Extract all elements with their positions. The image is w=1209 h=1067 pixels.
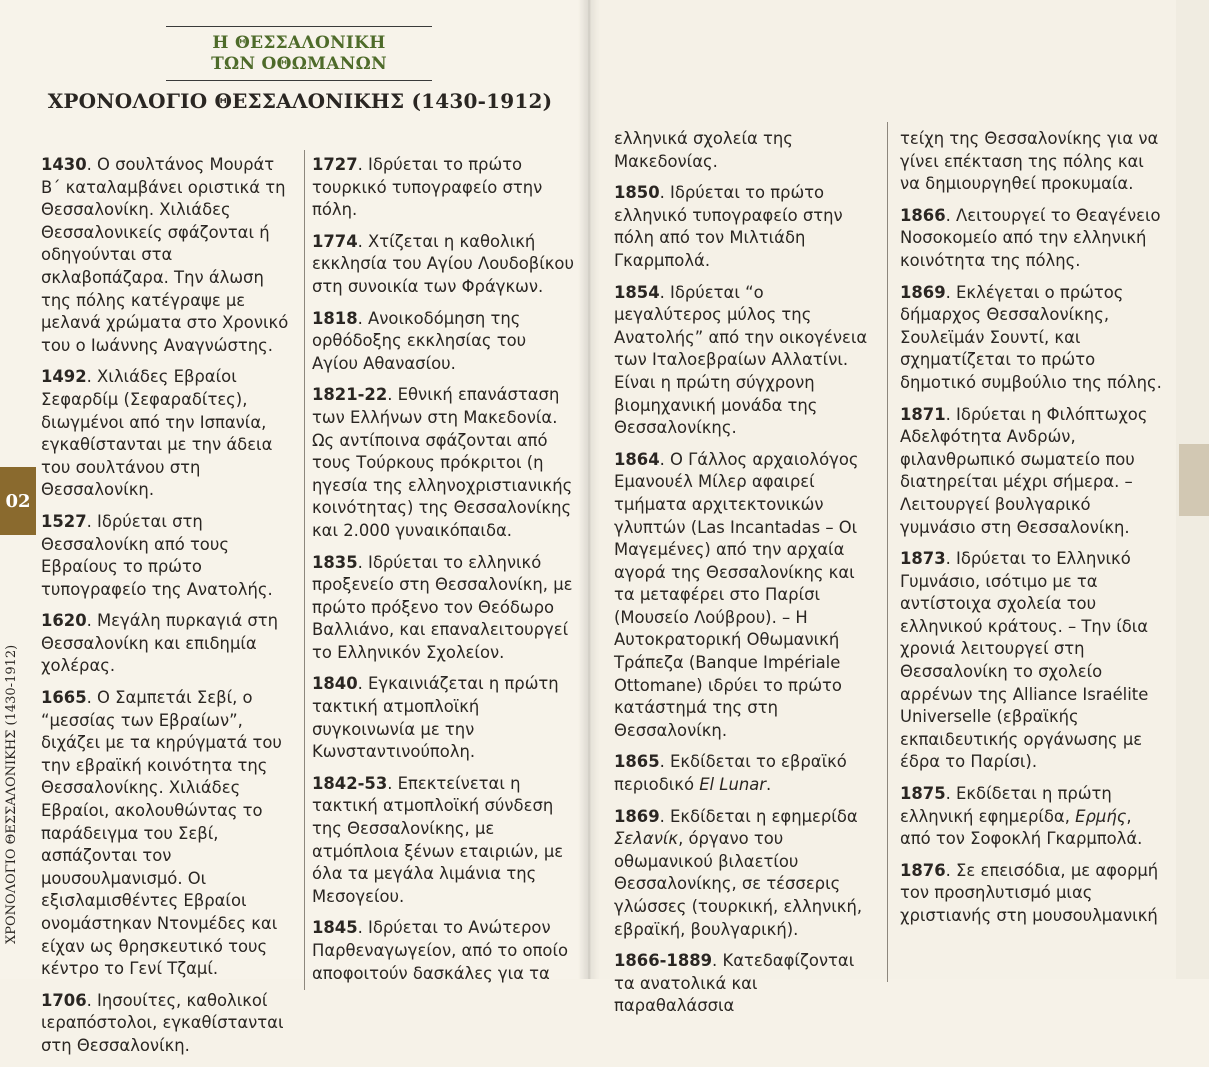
bleed-through-text (612, 0, 882, 118)
series-title-line1: Η ΘΕΣΣΑΛΟΝΙΚΗ (212, 33, 386, 53)
chronology-entry (614, 950, 874, 1018)
entry-text: . Κατεδαφίζονται τα ανατολικά και παραθαλάσσια (614, 951, 855, 1016)
entry-text: . Ο Σαμπετάι Σεβί, ο “μεσσίας των Εβραίων”, διχάζει με τα κηρύγματά του την εβραϊκή κοινότητα της Θεσσαλονίκης. Χιλιάδες Εβραίοι, ακολουθώντας το παράδειγμα του Σεβί, ασπάζονται τον μουσουλμανισμό. Οι εξισλαμισθέντες Εβραίοι ονομάστηκαν Ντονμέδες και είχαν ως θρησκευτικό τους κέντρο το Γενί Τζαμί. (41, 688, 282, 979)
chronology-entry (614, 751, 874, 796)
entry-year: 1873 (900, 549, 946, 569)
side-running-title: ΧΡΟΝΟΛΟΓΙΟ ΘΕΣΣΑΛΟΝΙΚΗΣ (1430-1912) (4, 644, 19, 944)
entry-text: τείχη της Θεσσαλονίκης για να γίνει επέκταση της πόλης και να δημιουργηθεί προκυμαία. (900, 129, 1159, 194)
entry-text: . Ιδρύεται το Ανώτερον Παρθεναγωγείον, από το οποίο αποφοιτούν δασκάλες για τα (312, 918, 569, 983)
chronology-entry (312, 773, 574, 909)
chronology-entry (900, 404, 1162, 540)
entry-year: 1866-1889 (614, 951, 713, 971)
chronology-entry (900, 282, 1162, 395)
entry-year: 1842-53 (312, 773, 388, 793)
entry-text: . Ιδρύεται το πρώτο τουρκικό τυπογραφείο στην πόλη. (312, 155, 543, 220)
chronology-entry (900, 860, 1162, 928)
entry-year: 1864 (614, 449, 660, 469)
column-4 (900, 128, 1162, 937)
column-divider (887, 122, 888, 982)
column-divider (304, 150, 305, 990)
series-title-line2: ΤΩΝ ΟΘΩΜΑΝΩΝ (211, 54, 387, 74)
chronology-entry (312, 917, 574, 985)
header-rule-bottom (166, 80, 432, 81)
entry-year: 1866 (900, 205, 946, 225)
entry-year: 1875 (900, 784, 946, 804)
chronology-entry (41, 990, 296, 1058)
chronology-entry (41, 687, 296, 981)
chronology-entry (312, 552, 574, 665)
chronology-entry (312, 231, 574, 299)
column-1 (41, 154, 296, 1067)
bleed-through-text (900, 0, 1170, 118)
entry-text: . Ιδρύεται “ο μεγαλύτερος μύλος της Ανατολής” από την οικογένεια των Ιταλοεβραίων Αλλατίνι. Είναι η πρώτη σύγχρονη βιομηχανική μονάδα της Θεσσαλονίκης. (614, 282, 868, 438)
entry-year: 1620 (41, 611, 87, 631)
entry-text: . Εκλέγεται ο πρώτος δήμαρχος Θεσσαλονίκης, Σουλεϊμάν Σουντί, και σχηματίζεται το πρώτο δημοτικό συμβούλιο της πόλης. (900, 282, 1162, 392)
entry-text: ελληνικά σχολεία της Μακεδονίας. (614, 129, 793, 171)
entry-year: 1854 (614, 282, 660, 302)
entry-year: 1665 (41, 688, 87, 708)
entry-text: . Ιδρύεται το πρώτο ελληνικό τυπογραφείο στην πόλη από τον Μιλτιάδη Γκαρμπολά. (614, 183, 843, 270)
chronology-entry (614, 128, 874, 173)
entry-year: 1865 (614, 752, 660, 772)
entry-year: 1845 (312, 918, 358, 938)
entry-year: 1492 (41, 367, 87, 387)
chronology-entry (41, 610, 296, 678)
entry-text: . Ιδρύεται η Φιλόπτωχος Αδελφότητα Ανδρών, φιλανθρωπικό σωματείο που διατηρείται μέχρι σήμερα. – Λειτουργεί βουλγαρικό γυμνάσιο στη Θεσσαλονίκη. (900, 404, 1148, 537)
entry-text: . Χτίζεται η καθολική εκκλησία του Αγίου Λουδοβίκου στη συνοικία των Φράγκων. (312, 231, 574, 296)
entry-text: . Ανοικοδόμηση της ορθόδοξης εκκλησίας του Αγίου Αθανασίου. (312, 308, 527, 373)
entry-year: 1527 (41, 511, 87, 531)
chronology-entry (900, 783, 1162, 851)
chronology-entry (900, 128, 1162, 196)
right-page-tab (1179, 444, 1209, 516)
entry-year: 1774 (312, 231, 358, 251)
chronology-entry (614, 182, 874, 272)
chronology-entry (312, 308, 574, 376)
entry-year: 1821-22 (312, 385, 388, 405)
chronology-entry (900, 205, 1162, 273)
entry-text: . Μεγάλη πυρκαγιά στη Θεσσαλονίκη και επιδημία χολέρας. (41, 611, 278, 676)
entry-year: 1869 (614, 806, 660, 826)
entry-text: . Ο Γάλλος αρχαιολόγος Εμανουέλ Μίλερ αφαιρεί τμήματα αρχιτεκτονικών γλυπτών (Las Incantadas – Οι Μαγεμένες) από την αρχαία αγορά της Θεσσαλονίκης και τα μεταφέρει στο Παρίσι (Μουσείο Λούβρου). – Η Αυτοκρατορική Οθωμανική Τράπεζα (Banque Impériale Ottomane) ιδρύει το πρώτο κατάστημά της στη Θεσσαλονίκη. (614, 449, 859, 740)
chronology-entry (312, 673, 574, 763)
entry-year: 1850 (614, 183, 660, 203)
entry-year: 1430 (41, 155, 87, 174)
entry-year: 1727 (312, 155, 358, 174)
chronology-entry (41, 154, 296, 357)
chronology-entry (41, 366, 296, 502)
entry-text: . Εγκαινιάζεται η πρώτη τακτική ατμοπλοϊκή συγκοινωνία με την Κωνσταντινούπολη. (312, 674, 559, 762)
chronology-entry (614, 282, 874, 440)
entry-text: . Χιλιάδες Εβραίοι Σεφαρδίμ (Σεφαραδίτες), διωγμένοι από την Ισπανία, εγκαθίστανται με την άδεια του σουλτάνου στη Θεσσαλονίκη. (41, 367, 273, 500)
entry-year: 1835 (312, 552, 358, 572)
entry-year: 1706 (41, 990, 87, 1010)
entry-text: . Ιησουίτες, καθολικοί ιεραπόστολοι, εγκαθίστανται στη Θεσσαλονίκη. (41, 990, 284, 1055)
entry-text: . Εκδίδεται η εφημερίδα Σελανίκ, όργανο του οθωμανικού βιλαετίου Θεσσαλονίκης, σε τέσσερις γλώσσες (τουρκική, ελληνική, εβραϊκή, βουλγαρική). (614, 806, 863, 939)
page-title: ΧΡΟΝΟΛΟΓΙΟ ΘΕΣΣΑΛΟΝΙΚΗΣ (1430-1912) (47, 89, 553, 113)
entry-text: . Σε επεισόδια, με αφορμή τον προσηλυτισμό μιας χριστιανής στη μουσουλμανική (900, 860, 1159, 925)
entry-year: 1869 (900, 282, 946, 302)
entry-year: 1840 (312, 674, 358, 694)
entry-text: . Εθνική επανάσταση των Ελλήνων στη Μακεδονία. Ως αντίποινα σφάζονται από τους Τούρκους πρόκριτοι (η ηγεσία της ελληνοχριστιανικής κοινότητας) της Θεσσαλονίκης και 2.000 γυναικόπαιδα. (312, 385, 573, 540)
chronology-entry (614, 806, 874, 942)
chronology-entry (900, 548, 1162, 774)
chronology-entry (312, 384, 574, 542)
chronology-entry (614, 449, 874, 743)
entry-year: 1818 (312, 308, 358, 328)
chronology-entry (312, 154, 574, 222)
chronology-entry (41, 511, 296, 601)
entry-text: . Επεκτείνεται η τακτική ατμοπλοϊκή σύνδεση της Θεσσαλονίκης, με ατμόπλοια ξένων εταιριών, με όλα τα μεγάλα λιμάνια της Μεσογείου. (312, 773, 564, 906)
entry-text: . Ιδρύεται το Ελληνικό Γυμνάσιο, ισότιμο με τα αντίστοιχα σχολεία του ελληνικού κράτους. – Την ίδια χρονιά λειτουργεί στη Θεσσαλονίκη το σχολείο αρρένων της Alliance Israélite Universelle (εβραϊκής εκπαιδευτικής οργάνωσης με έδρα το Παρίσι). (900, 549, 1149, 772)
entry-text: . Λειτουργεί το Θεαγένειο Νοσοκομείο από την ελληνική κοινότητα της πόλης. (900, 205, 1161, 270)
entry-text: . Ιδρύεται το ελληνικό προξενείο στη Θεσσαλονίκη, με πρώτο πρόξενο τον Θεόδωρο Βαλλιάνο, και επαναλειτουργεί το Ελληνικόν Σχολείον. (312, 552, 573, 662)
column-2 (312, 154, 574, 994)
column-3 (614, 128, 874, 1027)
entry-year: 1876 (900, 860, 946, 880)
entry-text: . Εκδίδεται η πρώτη ελληνική εφημερίδα, Ερμής, από τον Σοφοκλή Γκαρμπολά. (900, 784, 1143, 849)
entry-text: . Εκδίδεται το εβραϊκό περιοδικό El Lunar. (614, 752, 847, 795)
series-header (166, 26, 432, 81)
entry-year: 1871 (900, 404, 946, 424)
entry-text: . Ο σουλτάνος Μουράτ Β΄ καταλαμβάνει οριστικά τη Θεσσαλονίκη. Χιλιάδες Θεσσαλονικείς σφάζονται ή οδηγούνται στα σκλαβοπάζαρα. Την άλωση της πόλης κατέγραψε με μελανά χρώματα στο Χρονικό του ο Ιωάννης Αναγνώστης. (41, 155, 289, 355)
page-number-tab: 02 (0, 467, 36, 535)
entry-text: . Ιδρύεται στη Θεσσαλονίκη από τους Εβραίους το πρώτο τυπογραφείο της Ανατολής. (41, 511, 273, 599)
